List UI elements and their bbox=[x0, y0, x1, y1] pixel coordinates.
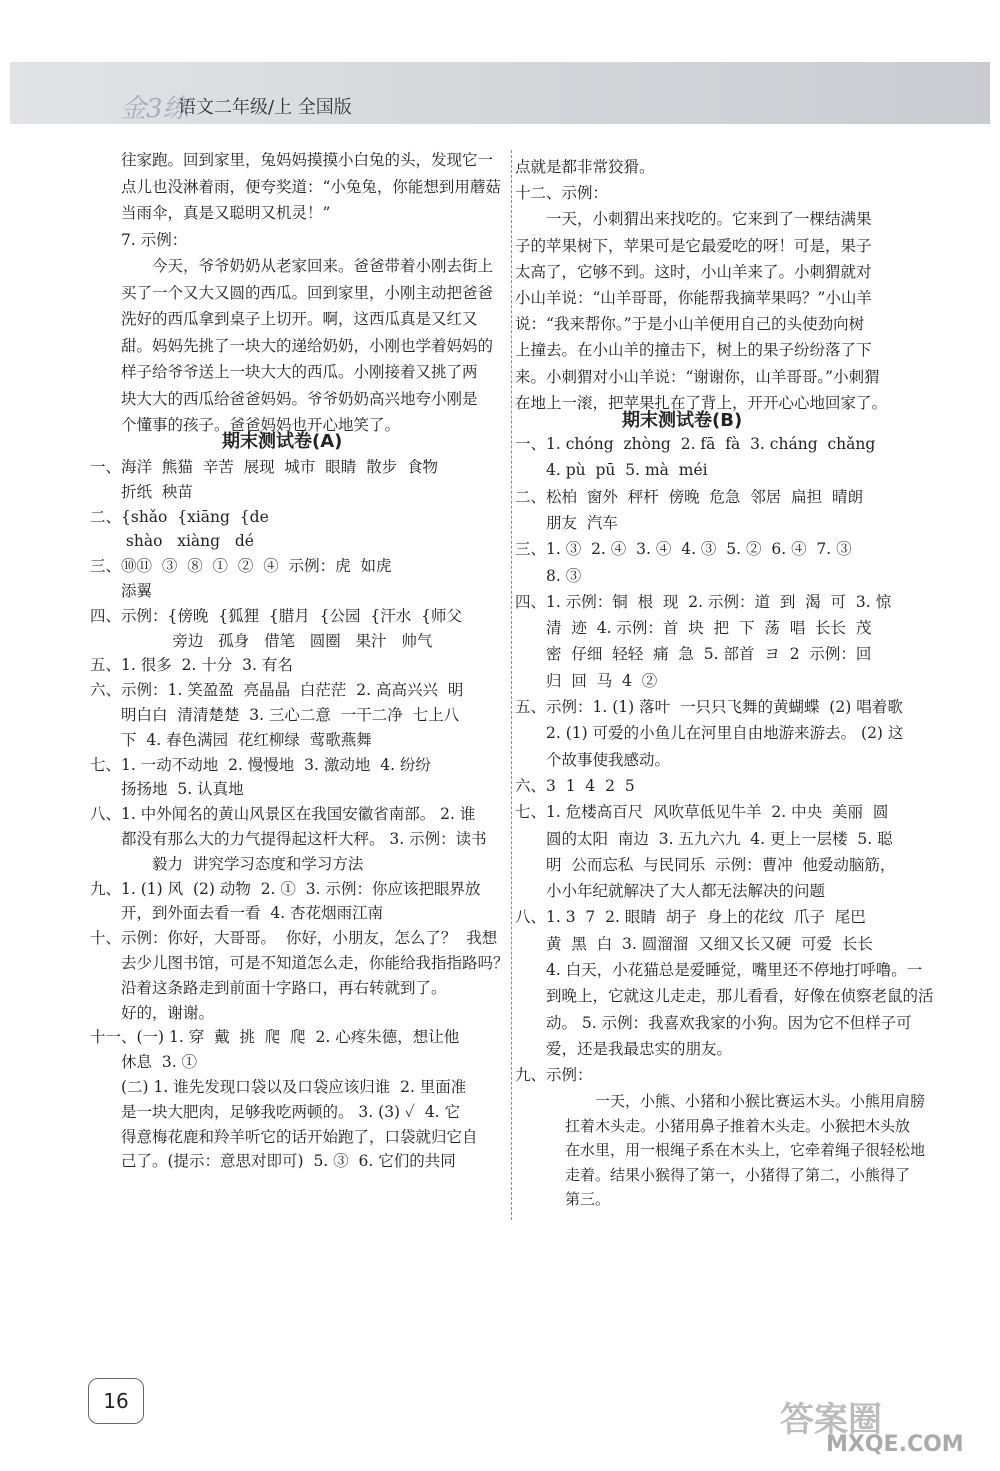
text-line: 九、1. (1) 风 (2) 动物 2. ① 3. 示例：你应该把眼界放 bbox=[90, 879, 481, 898]
text-line: 得意梅花鹿和羚羊听它的话开始跑了，口袋就归它自 bbox=[90, 1127, 478, 1146]
text-line: 当雨伞，真是又聪明又机灵！” bbox=[121, 204, 331, 222]
text-line: 去少儿图书馆，可是不知道怎么走，你能给我指指路吗？ bbox=[90, 954, 509, 972]
text-line: 4. pù pū 5. mà méi bbox=[515, 461, 708, 480]
text-line: 一天，小刺猬出来找吃的。它来到了一棵结满果 bbox=[515, 210, 872, 229]
text-line: 旁边 孤身 借笔 圆圈 果汁 帅气 bbox=[90, 631, 433, 650]
text-line: 子的苹果树下，苹果可是它最爱吃的呀！可是，果子 bbox=[515, 236, 872, 255]
text-line: 下 4. 春色满园 花红柳绿 莺歌燕舞 bbox=[90, 730, 372, 749]
text-line: 四、示例：{傍晚 {狐狸 {腊月 {公园 {汗水 {师父 bbox=[90, 606, 462, 625]
text-line: 十二、示例： bbox=[515, 184, 609, 203]
text-line: 在地上一滚，把苹果扎在了背上，开开心心地回家了。 bbox=[515, 393, 888, 412]
text-line: 十一、(一) 1. 穿 戴 挑 爬 爬 2. 心疼朱德，想让他 bbox=[90, 1028, 460, 1047]
text-line: 动。 5. 示例：我喜欢我家的小狗。因为它不但样子可 bbox=[515, 1013, 912, 1032]
text-line: 密 仔细 轻轻 痛 急 5. 部首 ヨ 2 示例：回 bbox=[515, 645, 872, 664]
text-line: 己了。(提示：意思对即可) 5. ③ 6. 它们的共同 bbox=[90, 1152, 456, 1171]
text-line: 个故事使我感动。 bbox=[515, 750, 671, 769]
text-line: 扬扬地 5. 认真地 bbox=[90, 780, 244, 799]
text-line: (二) 1. 谁先发现口袋以及口袋应该归谁 2. 里面准 bbox=[90, 1078, 467, 1096]
text-line: 三、1. ③ 2. ④ 3. ④ 4. ③ 5. ② 6. ④ 7. ③ bbox=[515, 540, 852, 559]
text-line: 走着。结果小猴得了第一，小猪得了第二，小熊得了 bbox=[565, 1165, 911, 1184]
text-line: 七、1. 危楼高百尺 风吹草低见牛羊 2. 中央 美丽 圆 bbox=[515, 803, 889, 822]
text-line: 样子给爷爷送上一块大大的西瓜。小刚接着又挑了两 bbox=[121, 363, 478, 381]
text-line: 小小年纪就解决了大人都无法解决的问题 bbox=[515, 882, 826, 901]
text-line: 4. 白天，小花猫总是爱睡觉，嘴里还不停地打呼噜。一 bbox=[515, 961, 923, 979]
text-line: 十、示例：你好，大哥哥。 你好，小朋友，怎么了？ 我想 bbox=[90, 929, 498, 948]
text-line: 清 迹 4. 示例：首 块 把 下 荡 唱 长长 茂 bbox=[515, 619, 872, 638]
text-line: 点就是都非常狡猾。 bbox=[515, 158, 655, 176]
text-line: 明 公而忘私 与民同乐 示例：曹冲 他爱动脑筋， bbox=[515, 855, 896, 874]
title-test-a: 期末测试卷(A) bbox=[222, 431, 343, 452]
text-line: 说：“我来帮你。”于是小山羊便用自己的头使劲向树 bbox=[515, 315, 865, 334]
text-line: 扛着木头走。小猪用鼻子推着木头走。小猴把木头放 bbox=[565, 1116, 911, 1135]
column-divider bbox=[511, 150, 512, 1220]
text-line: 到晚上，它就这儿走走，那儿看看，好像在侦察老鼠的活 bbox=[515, 987, 934, 1006]
text-line: 7. 示例： bbox=[121, 230, 188, 249]
text-line: 圆的太阳 南边 3. 五九六九 4. 更上一层楼 5. 聪 bbox=[515, 829, 893, 848]
text-line: 七、1. 一动不动地 2. 慢慢地 3. 激动地 4. 纷纷 bbox=[90, 755, 431, 774]
text-line: 四、1. 示例：铜 根 现 2. 示例：道 到 渴 可 3. 惊 bbox=[515, 592, 892, 611]
text-line: 明白白 清清楚楚 3. 三心二意 一干二净 七上八 bbox=[90, 706, 460, 724]
text-line: 2. (1) 可爱的小鱼儿在河里自由地游来游去。 (2) 这 bbox=[515, 724, 904, 743]
text-line: 洗好的西瓜拿到桌子上切开。啊，这西瓜真是又红又 bbox=[121, 310, 478, 328]
text-line: 沿着这条路走到前面十字路口，再右转就到了。 bbox=[90, 978, 447, 997]
text-line: 是一块大肥肉，足够我吃两顿的。 3. (3) ✓ 4. 它 bbox=[90, 1102, 461, 1121]
text-line: 今天，爷爷奶奶从老家回来。爸爸带着小刚去街上 bbox=[121, 257, 494, 275]
text-line: 往家跑。回到家里，兔妈妈摸摸小白兔的头，发现它一 bbox=[121, 151, 494, 169]
text-line: 好的，谢谢。 bbox=[90, 1003, 215, 1022]
text-line: 朋友 汽车 bbox=[515, 513, 618, 532]
text-line: 一、海洋 熊猫 辛苦 展现 城市 眼睛 散步 食物 bbox=[90, 458, 438, 476]
text-line: 五、1. 很多 2. 十分 3. 有名 bbox=[90, 656, 293, 675]
text-line: 买了一个又大又圆的西瓜。回到家里，小刚主动把爸爸 bbox=[121, 283, 494, 302]
text-line: 块大大的西瓜给爸爸妈妈。爷爷奶奶高兴地夸小刚是 bbox=[121, 389, 478, 408]
text-line: 休息 3. ① bbox=[90, 1053, 198, 1072]
text-line: 小山羊说：“山羊哥哥，你能帮我摘苹果吗？”小山羊 bbox=[515, 289, 872, 307]
text-line: 一天，小熊、小猪和小猴比赛运木头。小熊用肩膀 bbox=[565, 1092, 926, 1110]
text-line: 二、松柏 窗外 秤杆 傍晚 危急 邻居 扁担 晴朗 bbox=[515, 487, 863, 506]
text-line: 六、示例：1. 笑盈盈 亮晶晶 白茫茫 2. 高高兴兴 明 bbox=[90, 681, 464, 700]
page-number: 16 bbox=[88, 1378, 144, 1424]
text-line: 来。小刺猬对小山羊说：“谢谢你，山羊哥哥。”小刺猬 bbox=[515, 367, 880, 386]
text-line: 上撞去。在小山羊的撞击下，树上的果子纷纷落了下 bbox=[515, 341, 872, 360]
text-line: 个懂事的孩子。爸爸妈妈也开心地笑了。 bbox=[121, 416, 401, 434]
brand-logo: 金3练 bbox=[120, 94, 189, 124]
text-line: 太高了，它够不到。这时，小山羊来了。小刺猬就对 bbox=[515, 262, 872, 281]
text-line: 都没有那么大的力气提得起这杆大秤。 3. 示例：读书 bbox=[90, 830, 487, 848]
text-line: 黄 黑 白 3. 圆溜溜 又细又长又硬 可爱 长长 bbox=[515, 934, 873, 953]
footer-watermark: 答案圈 bbox=[780, 1400, 882, 1440]
text-line: 在水里，用一根绳子系在木头上，它牵着绳子很轻松地 bbox=[565, 1141, 926, 1159]
text-line: 第三。 bbox=[565, 1190, 611, 1208]
text-line: 爱，还是我最忠实的朋友。 bbox=[515, 1039, 733, 1058]
text-line: 六、3 1 4 2 5 bbox=[515, 776, 635, 795]
text-line: shào xiàng dé bbox=[90, 532, 254, 551]
text-line: 归 回 马 4 ② bbox=[515, 671, 658, 690]
text-line: 开，到外面去看一看 4. 杏花烟雨江南 bbox=[90, 904, 384, 923]
text-line: 点儿也没淋着雨，便夸奖道：“小兔兔，你能想到用蘑菇 bbox=[121, 177, 501, 196]
text-line: 八、1. 3 7 2. 眼睛 胡子 身上的花纹 爪子 尾巴 bbox=[515, 908, 866, 927]
text-line: 五、示例：1. (1) 落叶 一只只飞舞的黄蝴蝶 (2) 唱着歌 bbox=[515, 698, 903, 716]
footer-url: MXQE.COM bbox=[826, 1432, 964, 1457]
text-line: 8. ③ bbox=[515, 566, 582, 585]
text-line: 折纸 秧苗 bbox=[90, 482, 193, 501]
text-line: 毅力 讲究学习态度和学习方法 bbox=[90, 854, 364, 873]
text-line: 三、⑩⑪ ③ ⑧ ① ② ④ 示例：虎 如虎 bbox=[90, 557, 392, 576]
book-title: 语文二年级/上 全国版 bbox=[178, 97, 352, 118]
text-line: 添翼 bbox=[90, 582, 153, 600]
text-line: 八、1. 中外闻名的黄山风景区在我国安徽省南部。 2. 谁 bbox=[90, 805, 476, 824]
text-line: 一、1. chóng zhòng 2. fā fà 3. cháng chǎng bbox=[515, 435, 876, 453]
text-line: 甜。妈妈先挑了一块大的递给奶奶，小刚也学着妈妈的 bbox=[121, 336, 494, 355]
text-line: 九、示例： bbox=[515, 1066, 593, 1085]
title-test-b: 期末测试卷(B) bbox=[622, 410, 743, 431]
text-line: 二、{shǎo {xiāng {de bbox=[90, 507, 269, 526]
